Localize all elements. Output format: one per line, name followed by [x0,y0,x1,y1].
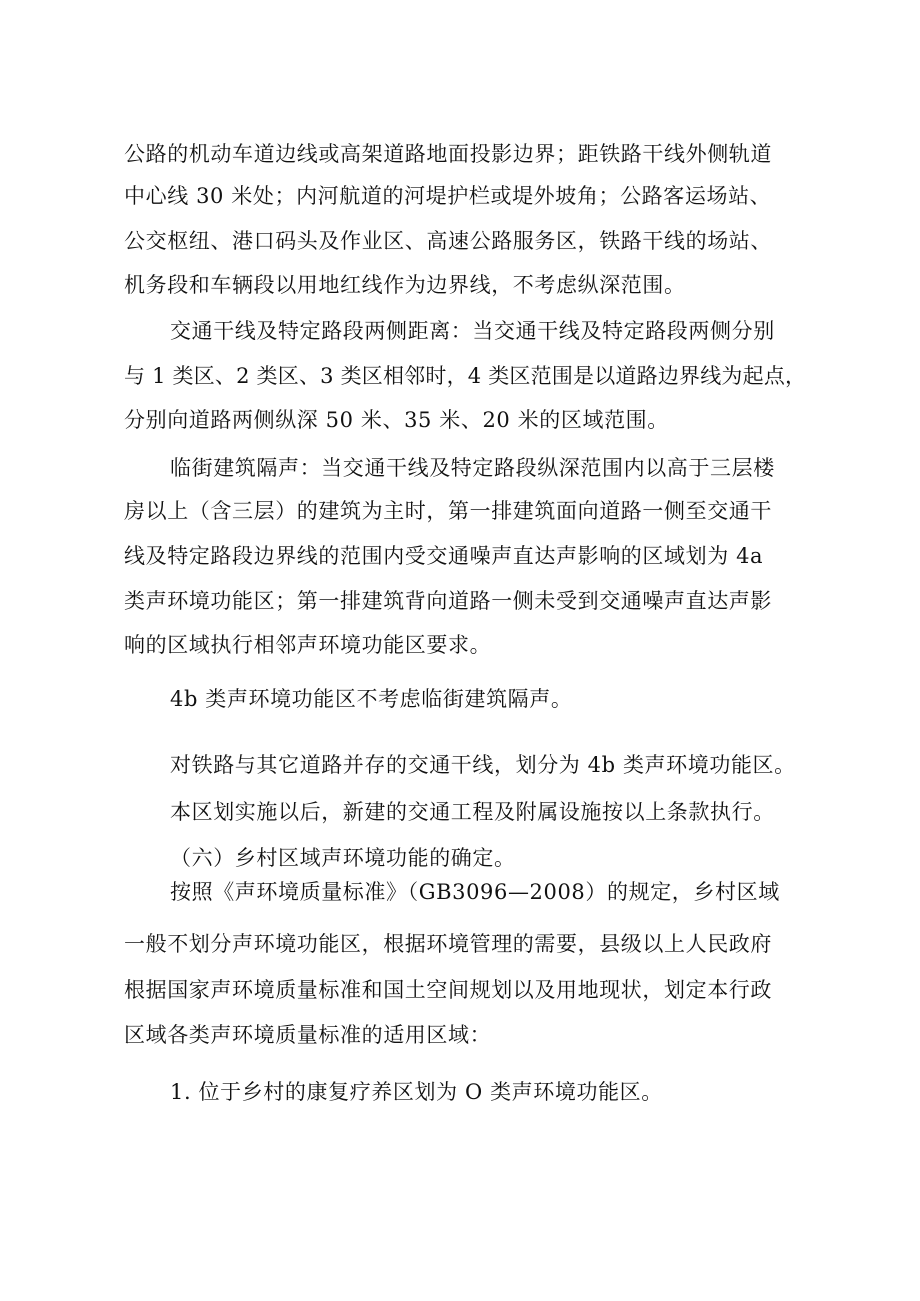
text-line-2: 中心线 30 米处；内河航道的河堤护栏或堤外坡角；公路客运场站、 [124,184,772,208]
text-line-18: 一般不划分声环境功能区，根据环境管理的需要，县级以上人民政府 [124,932,772,956]
text-line-20: 区域各类声环境质量标准的适用区域： [124,1023,492,1047]
text-line-15: 本区划实施以后，新建的交通工程及附属设施按以上条款执行。 [170,800,775,824]
text-line-6: 与 1 类区、2 类区、3 类区相邻时，4 类区范围是以道路边界线为起点， [124,364,807,388]
text-line-10: 线及特定路段边界线的范围内受交通噪声直达声影响的区域划为 4a [124,544,764,568]
text-line-19: 根据国家声环境质量标准和国土空间规划以及用地现状，划定本行政 [124,978,772,1002]
text-line-7: 分别向道路两侧纵深 50 米、35 米、20 米的区域范围。 [124,408,669,432]
text-line-4: 机务段和车辆段以用地红线作为边界线，不考虑纵深范围。 [124,273,686,297]
text-line-5: 交通干线及特定路段两侧距离：当交通干线及特定路段两侧分别 [170,319,775,343]
text-line-13: 4b 类声环境功能区不考虑临街建筑隔声。 [170,687,573,711]
text-line-8: 临街建筑隔声：当交通干线及特定路段纵深范围内以高于三层楼 [170,456,775,480]
text-line-1: 公路的机动车道边线或高架道路地面投影边界；距铁路干线外侧轨道 [124,142,772,166]
text-line-14: 对铁路与其它道路并存的交通干线，划分为 4b 类声环境功能区。 [170,753,796,777]
text-line-9: 房以上（含三层）的建筑为主时，第一排建筑面向道路一侧至交通干 [124,499,772,523]
text-line-12: 响的区域执行相邻声环境功能区要求。 [124,633,492,657]
section-heading: （六）乡村区域声环境功能的确定。 [170,846,516,870]
text-line-11: 类声环境功能区；第一排建筑背向道路一侧未受到交通噪声直达声影 [124,589,772,613]
text-line-3: 公交枢纽、港口码头及作业区、高速公路服务区，铁路干线的场站、 [124,229,772,253]
text-line-17: 按照《声环境质量标准》（GB3096—2008）的规定，乡村区域 [170,880,780,904]
list-item-1: 1. 位于乡村的康复疗养区划为 O 类声环境功能区。 [170,1080,663,1104]
